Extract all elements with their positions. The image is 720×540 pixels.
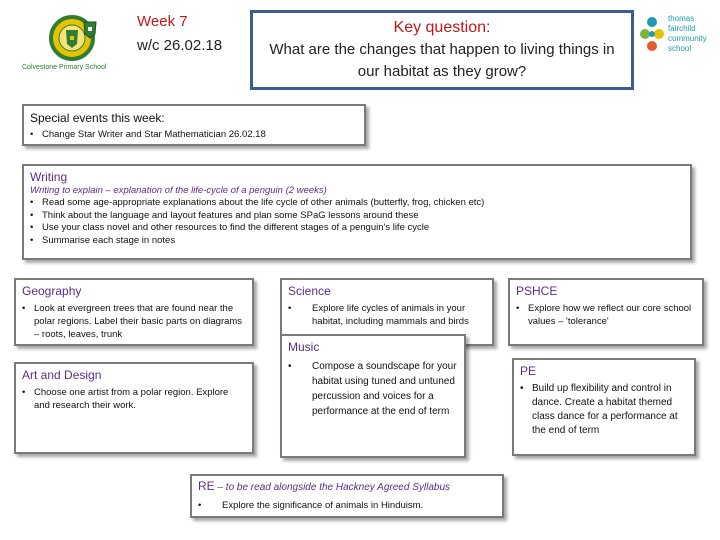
list-item: • Compose a soundscape for your habitat using tuned and untuned percussion and voices for a performance at the end of term	[288, 359, 458, 419]
geography-list	[22, 302, 246, 341]
special-events-list	[30, 128, 358, 141]
re-heading	[198, 479, 496, 495]
geography-title: Geography	[22, 284, 82, 298]
key-question-label: Key question:	[393, 19, 491, 36]
re-box	[190, 474, 504, 518]
re-title: RE	[198, 479, 215, 493]
list-item: • Read some age-appropriate explanations about the life cycle of other animals (butterfly, frog, chicken etc)	[30, 197, 684, 210]
science-list	[288, 302, 486, 328]
art-design-title: Art and Design	[22, 368, 102, 382]
week-date: w/c 26.02.18	[137, 37, 223, 54]
pshce-list	[516, 302, 696, 328]
list-item: • Look at evergreen trees that are found near the polar regions. Label their basic parts on diagrams – roots, leaves, trunk	[22, 302, 246, 341]
list-item: • Summarise each stage in notes	[30, 235, 684, 248]
list-item: • Choose one artist from a polar region. Explore and research their work.	[22, 386, 246, 412]
partner-logo-line-1: thomas	[668, 14, 695, 23]
school-logo-caption: Colvestone Primary School	[22, 64, 107, 71]
list-item: • Explore the significance of animals in Hinduism.	[198, 499, 496, 512]
pshce-title: PSHCE	[516, 284, 558, 298]
pe-list	[520, 382, 688, 438]
list-item: • Explore how we reflect our core school values – 'tolerance'	[516, 302, 696, 328]
partner-logo-line-4: school	[668, 44, 692, 53]
science-title: Science	[288, 284, 331, 298]
art-design-list	[22, 386, 246, 412]
writing-box	[22, 164, 692, 260]
music-title: Music	[288, 340, 320, 354]
music-box	[280, 334, 466, 458]
geography-box	[14, 278, 254, 346]
partner-logo	[638, 12, 713, 72]
list-item: • Use your class novel and other resources to find the different stages of a penguin's life cycle	[30, 222, 684, 235]
list-item: • Think about the language and layout features and plan some SPaG lessons around these	[30, 210, 684, 223]
re-list	[198, 499, 496, 512]
list-item: • Build up flexibility and control in dance. Create a habitat themed class dance for a performance at the end of term	[520, 382, 688, 438]
list-item: • Explore life cycles of animals in your habitat, including mammals and birds	[288, 302, 486, 328]
pe-box	[512, 358, 696, 456]
pe-title: PE	[520, 364, 537, 378]
writing-list	[30, 197, 684, 247]
partner-logo-icon	[638, 14, 666, 60]
special-events-box	[22, 104, 366, 146]
re-subtitle: – to be read alongside the Hackney Agreed Syllabus	[214, 482, 451, 493]
special-events-title: Special events this week:	[30, 111, 165, 125]
key-question-text: What are the changes that happen to living things in our habitat as they grow?	[269, 41, 615, 80]
key-question-box	[250, 10, 634, 90]
school-crest-icon	[22, 10, 132, 66]
partner-logo-line-2: fairchild	[668, 24, 696, 33]
writing-subtitle: Writing to explain – explanation of the life-cycle of a penguin (2 weeks)	[30, 185, 327, 196]
list-item: • Change Star Writer and Star Mathematician 26.02.18	[30, 128, 358, 141]
partner-logo-line-3: community	[668, 34, 707, 43]
art-design-box	[14, 362, 254, 454]
music-list	[288, 359, 458, 419]
writing-title: Writing	[30, 170, 68, 184]
school-logo	[22, 10, 132, 78]
week-title: Week 7	[137, 13, 188, 30]
pshce-box	[508, 278, 704, 346]
